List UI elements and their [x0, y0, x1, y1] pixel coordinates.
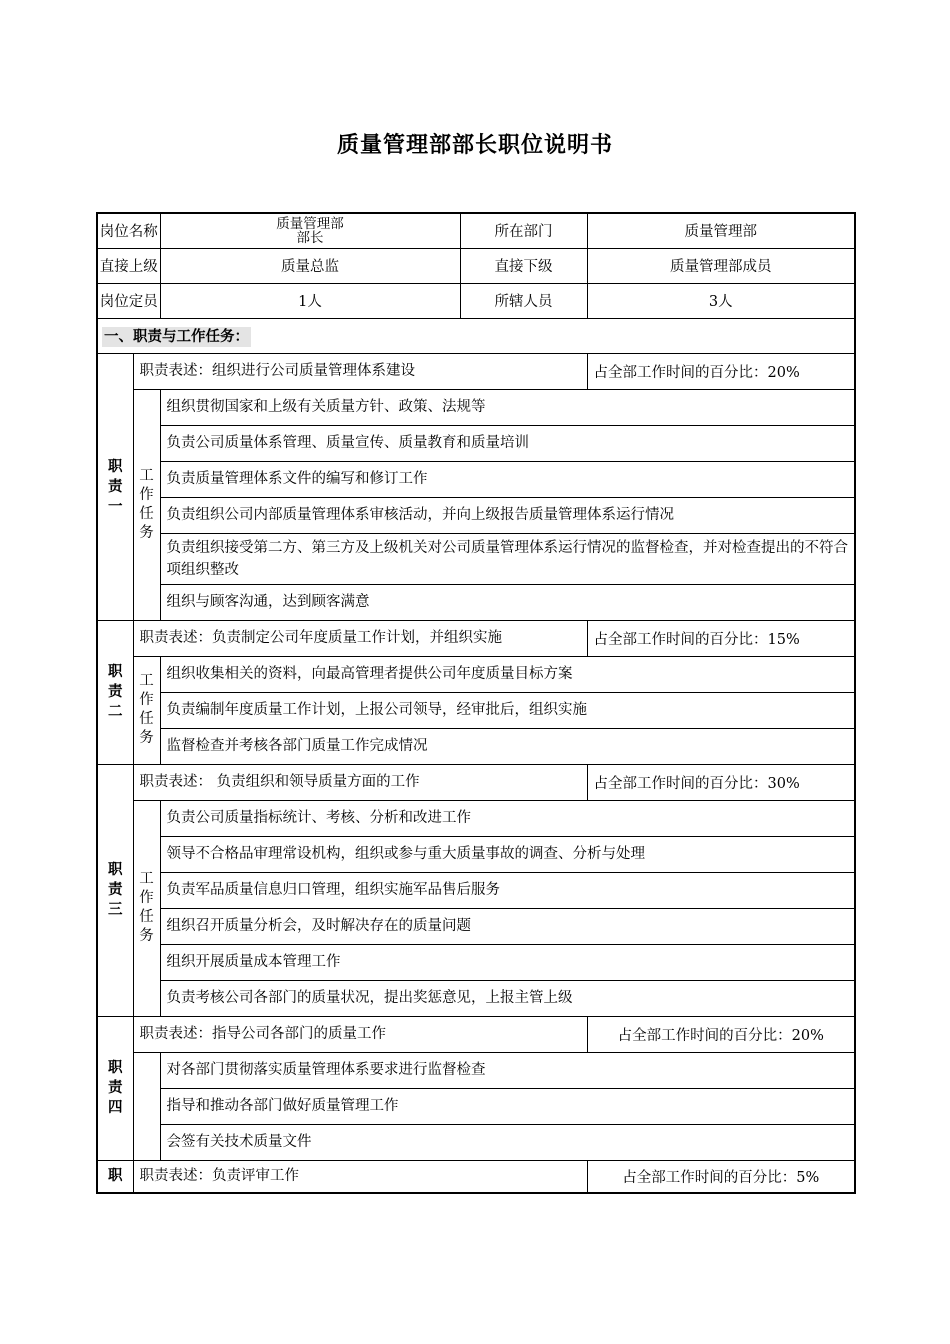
value-superior: 质量总监 [160, 248, 460, 283]
duty2-task-1: 组织收集相关的资料，向最高管理者提供公司年度质量目标方案 [160, 656, 855, 692]
duty3-task-3: 负责军品质量信息归口管理，组织实施军品售后服务 [160, 872, 855, 908]
label-managed: 所辖人员 [460, 283, 587, 318]
duty1-task-row [97, 389, 855, 425]
duty2-statement: 职责表述：负责制定公司年度质量工作计划，并组织实施 [133, 620, 587, 656]
duty1-task-2: 负责公司质量体系管理、质量宣传、质量教育和质量培训 [160, 425, 855, 461]
duty4-label: 职责四 [97, 1016, 133, 1160]
duty2-task-row [97, 656, 855, 692]
duty3-task-1: 负责公司质量指标统计、考核、分析和改进工作 [160, 800, 855, 836]
duty2-label: 职责二 [97, 620, 133, 764]
label-quota: 岗位定员 [97, 283, 160, 318]
duty5-label: 职 [97, 1160, 133, 1193]
duty1-task-4: 负责组织公司内部质量管理体系审核活动，并向上级报告质量管理体系运行情况 [160, 497, 855, 533]
duty4-task-1: 对各部门贯彻落实质量管理体系要求进行监督检查 [160, 1052, 855, 1088]
duty5-statement-row [97, 1160, 855, 1193]
duty2-percent: 占全部工作时间的百分比：15% [587, 620, 855, 656]
duty1-task-row [97, 461, 855, 497]
duty1-task-label: 工作任务 [133, 389, 160, 620]
duty4-percent: 占全部工作时间的百分比：20% [587, 1016, 855, 1052]
duty3-task-row [97, 836, 855, 872]
label-superior: 直接上级 [97, 248, 160, 283]
job-description-table [96, 212, 856, 1194]
duty1-percent: 占全部工作时间的百分比：20% [587, 353, 855, 389]
duty1-task-1: 组织贯彻国家和上级有关质量方针、政策、法规等 [160, 389, 855, 425]
duty5-statement: 职责表述：负责评审工作 [133, 1160, 587, 1193]
duty1-task-row [97, 497, 855, 533]
duty4-statement: 职责表述：指导公司各部门的质量工作 [133, 1016, 587, 1052]
label-dept: 所在部门 [460, 213, 587, 248]
section-header [97, 318, 855, 353]
duty4-task-label [133, 1052, 160, 1160]
value-quota: 1人 [160, 283, 460, 318]
duty2-statement-row [97, 620, 855, 656]
duty1-task-row [97, 533, 855, 584]
duty5-percent: 占全部工作时间的百分比：5% [587, 1160, 855, 1193]
duty1-statement: 职责表述：组织进行公司质量管理体系建设 [133, 353, 587, 389]
value-managed: 3人 [587, 283, 855, 318]
duty3-task-row [97, 944, 855, 980]
duty3-task-6: 负责考核公司各部门的质量状况，提出奖惩意见，上报主管上级 [160, 980, 855, 1016]
duty4-task-row [97, 1124, 855, 1160]
duty3-task-row [97, 872, 855, 908]
duty1-task-3: 负责质量管理体系文件的编写和修订工作 [160, 461, 855, 497]
duty4-task-row [97, 1052, 855, 1088]
duty2-task-label: 工作任务 [133, 656, 160, 764]
label-subordinate: 直接下级 [460, 248, 587, 283]
duty3-task-2: 领导不合格品审理常设机构，组织或参与重大质量事故的调查、分析与处理 [160, 836, 855, 872]
value-subordinate: 质量管理部成员 [587, 248, 855, 283]
duty4-task-row [97, 1088, 855, 1124]
section-header-text: 一、职责与工作任务： [104, 329, 249, 345]
row-quota [97, 283, 855, 318]
duty4-task-3: 会签有关技术质量文件 [160, 1124, 855, 1160]
duty3-task-row [97, 908, 855, 944]
value-dept: 质量管理部 [587, 213, 855, 248]
duty3-task-5: 组织开展质量成本管理工作 [160, 944, 855, 980]
duty2-task-row [97, 728, 855, 764]
duty1-task-row [97, 425, 855, 461]
duty1-statement-row [97, 353, 855, 389]
duty2-task-row [97, 692, 855, 728]
duty3-task-label: 工作任务 [133, 800, 160, 1016]
duty3-task-row [97, 800, 855, 836]
duty1-task-6: 组织与顾客沟通，达到顾客满意 [160, 584, 855, 620]
duty1-task-row [97, 584, 855, 620]
duty3-label: 职责三 [97, 764, 133, 1016]
value-position-line2: 部长 [296, 229, 324, 246]
row-position [97, 213, 855, 248]
row-superior [97, 248, 855, 283]
duty3-task-4: 组织召开质量分析会，及时解决存在的质量问题 [160, 908, 855, 944]
label-position: 岗位名称 [97, 213, 160, 248]
value-position [160, 213, 460, 248]
section-header-row [97, 318, 855, 353]
duty2-task-2: 负责编制年度质量工作计划，上报公司领导，经审批后，组织实施 [160, 692, 855, 728]
value-position-line1: 质量管理部 [276, 215, 344, 232]
duty3-statement-row [97, 764, 855, 800]
page-title: 质量管理部部长职位说明书 [336, 133, 613, 158]
duty4-task-2: 指导和推动各部门做好质量管理工作 [160, 1088, 855, 1124]
duty3-percent: 占全部工作时间的百分比：30% [587, 764, 855, 800]
duty3-statement: 职责表述： 负责组织和领导质量方面的工作 [133, 764, 587, 800]
duty4-statement-row [97, 1016, 855, 1052]
duty2-task-3: 监督检查并考核各部门质量工作完成情况 [160, 728, 855, 764]
duty1-label: 职责一 [97, 353, 133, 620]
duty1-task-5: 负责组织接受第二方、第三方及上级机关对公司质量管理体系运行情况的监督检查，并对检查提出的不符合项组织整改 [160, 533, 855, 584]
duty3-task-row [97, 980, 855, 1016]
